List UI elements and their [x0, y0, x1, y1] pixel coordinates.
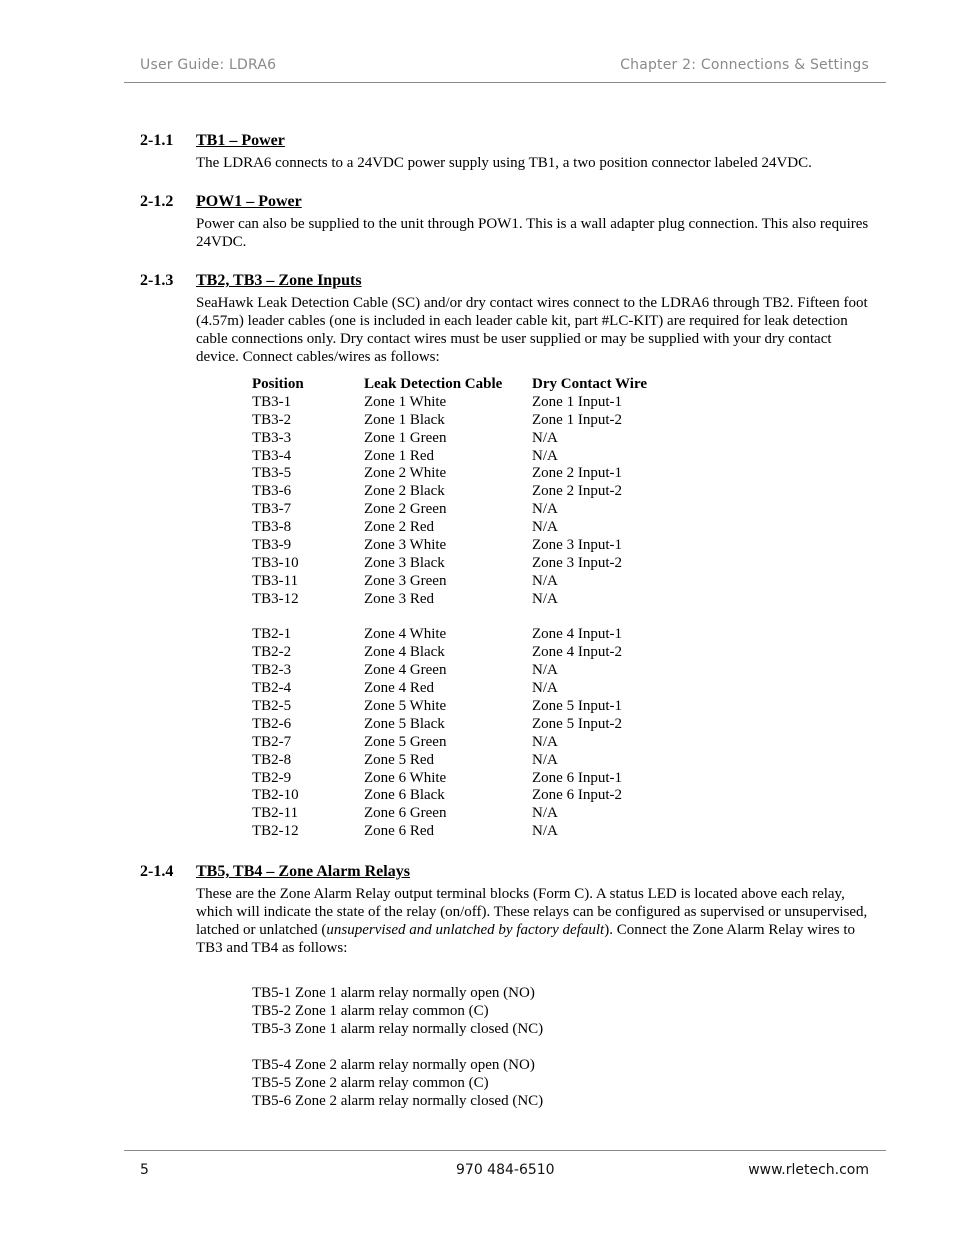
cell-leak-cable: Zone 2 Black	[364, 483, 445, 500]
cell-leak-cable: Zone 1 Black	[364, 411, 445, 428]
body-text-part: These are the Zone Alarm Relay output terminal blocks (Form C). A status LED is located above each relay, which will indicate the state of the relay (on/off). These relays can be configured as supervised or unsupervised, latched or unlatched (	[196, 886, 868, 938]
section-zone-alarm-relays	[140, 862, 880, 957]
cell-position: TB2-12	[252, 823, 299, 840]
cell-position: TB3-7	[252, 501, 292, 518]
cell-leak-cable: Zone 1 White	[364, 393, 447, 410]
cell-dry-contact: N/A	[532, 519, 558, 536]
cell-dry-contact: Zone 1 Input-1	[532, 393, 622, 410]
header-divider	[124, 82, 886, 83]
cell-leak-cable: Zone 2 Green	[364, 501, 447, 518]
tb2-row-group	[252, 626, 692, 841]
factory-default-note: unsupervised and unlatched by factory default	[326, 922, 605, 938]
table-row	[252, 752, 692, 770]
cell-leak-cable: Zone 4 Red	[364, 680, 434, 697]
cell-position: TB2-9	[252, 769, 292, 786]
cell-leak-cable: Zone 6 White	[364, 769, 447, 786]
table-row	[252, 519, 692, 537]
cell-position: TB2-7	[252, 733, 292, 750]
cell-leak-cable: Zone 6 Black	[364, 787, 445, 804]
cell-position: TB3-1	[252, 393, 292, 410]
cell-position: TB2-10	[252, 787, 299, 804]
cell-dry-contact: N/A	[532, 662, 558, 679]
cell-dry-contact: Zone 5 Input-2	[532, 715, 622, 732]
table-row	[252, 483, 692, 501]
cell-dry-contact: N/A	[532, 572, 558, 589]
table-row	[252, 716, 692, 734]
section-number: 2-1.1	[140, 132, 174, 149]
cell-dry-contact: Zone 6 Input-2	[532, 787, 622, 804]
cell-dry-contact: N/A	[532, 751, 558, 768]
cell-position: TB3-4	[252, 447, 292, 464]
cell-leak-cable: Zone 5 White	[364, 698, 447, 715]
relay-item: TB5-1 Zone 1 alarm relay normally open (NO)	[252, 985, 535, 1001]
table-row	[252, 501, 692, 519]
table-row	[252, 662, 692, 680]
section-heading	[140, 271, 880, 291]
cell-position: TB3-11	[252, 572, 299, 589]
table-row	[252, 591, 692, 609]
cell-dry-contact: Zone 4 Input-2	[532, 644, 622, 661]
cell-dry-contact: Zone 3 Input-2	[532, 554, 622, 571]
cell-position: TB3-6	[252, 483, 292, 500]
table-row	[252, 465, 692, 483]
table-row	[252, 680, 692, 698]
cell-dry-contact: N/A	[532, 447, 558, 464]
cell-leak-cable: Zone 4 Green	[364, 662, 447, 679]
cell-position: TB3-10	[252, 554, 299, 571]
cell-leak-cable: Zone 1 Green	[364, 429, 447, 446]
relay-item: TB5-6 Zone 2 alarm relay normally closed (NC)	[252, 1093, 544, 1109]
cell-leak-cable: Zone 4 Black	[364, 644, 445, 661]
table-spacer	[252, 609, 692, 627]
cell-position: TB2-11	[252, 805, 299, 822]
section-heading	[140, 131, 880, 151]
cell-leak-cable: Zone 5 Red	[364, 751, 434, 768]
cell-leak-cable: Zone 3 White	[364, 537, 447, 554]
column-header-position: Position	[252, 376, 304, 392]
cell-leak-cable: Zone 3 Green	[364, 572, 447, 589]
cell-dry-contact: N/A	[532, 733, 558, 750]
cell-leak-cable: Zone 2 Red	[364, 519, 434, 536]
section-number: 2-1.3	[140, 272, 174, 289]
section-zone-inputs	[140, 271, 880, 366]
table-row	[252, 787, 692, 805]
section-heading	[140, 862, 880, 882]
relay-item: TB5-3 Zone 1 alarm relay normally closed (NC)	[252, 1021, 544, 1037]
table-row	[252, 430, 692, 448]
table-row	[252, 823, 692, 841]
table-row	[252, 573, 692, 591]
table-row	[252, 698, 692, 716]
cell-leak-cable: Zone 6 Red	[364, 823, 434, 840]
cell-dry-contact: Zone 2 Input-2	[532, 483, 622, 500]
table-row	[252, 770, 692, 788]
cell-position: TB3-12	[252, 590, 299, 607]
cell-dry-contact: Zone 3 Input-1	[532, 537, 622, 554]
column-header-leak-cable: Leak Detection Cable	[364, 376, 503, 392]
footer-divider	[124, 1150, 886, 1151]
cell-position: TB3-9	[252, 537, 292, 554]
section-title: POW1 – Power	[196, 193, 302, 210]
table-row	[252, 394, 692, 412]
cell-dry-contact: Zone 5 Input-1	[532, 698, 622, 715]
section-body: SeaHawk Leak Detection Cable (SC) and/or dry contact wires connect to the LDRA6 through TB2. Fifteen foot (4.57m) leader cables (one is included in each leader cable kit, part #LC-KIT) are required for leak detection cable connections only. Dry contact wires must be user supplied or may be supplied with your dry contact device. Connect cables/wires as follows:	[196, 295, 868, 365]
cell-position: TB2-1	[252, 626, 292, 643]
table-row	[252, 734, 692, 752]
cell-leak-cable: Zone 1 Red	[364, 447, 434, 464]
cell-position: TB3-2	[252, 411, 292, 428]
cell-position: TB2-5	[252, 698, 292, 715]
section-body	[196, 885, 876, 957]
table-row	[252, 412, 692, 430]
header-guide-title: User Guide: LDRA6	[140, 57, 277, 73]
footer-phone: 970 484-6510	[456, 1162, 555, 1178]
table-row	[252, 448, 692, 466]
column-header-dry-contact: Dry Contact Wire	[532, 376, 647, 392]
section-title: TB1 – Power	[196, 132, 285, 149]
section-number: 2-1.2	[140, 193, 174, 210]
section-title: TB2, TB3 – Zone Inputs	[196, 272, 362, 289]
cell-dry-contact: Zone 4 Input-1	[532, 626, 622, 643]
footer-website: www.rletech.com	[748, 1162, 869, 1178]
cell-leak-cable: Zone 5 Green	[364, 733, 447, 750]
section-tb1-power	[140, 131, 880, 172]
relay-item: TB5-4 Zone 2 alarm relay normally open (NO)	[252, 1057, 535, 1073]
section-heading	[140, 192, 880, 212]
cell-dry-contact: N/A	[532, 805, 558, 822]
cell-dry-contact: N/A	[532, 429, 558, 446]
zone-wiring-table	[252, 376, 692, 841]
cell-leak-cable: Zone 3 Black	[364, 554, 445, 571]
cell-leak-cable: Zone 4 White	[364, 626, 447, 643]
cell-position: TB2-3	[252, 662, 292, 679]
section-body: The LDRA6 connects to a 24VDC power supply using TB1, a two position connector labeled 24VDC.	[196, 155, 812, 171]
page-number: 5	[140, 1162, 149, 1178]
cell-position: TB2-8	[252, 751, 292, 768]
relay-list	[252, 984, 543, 1110]
cell-dry-contact: Zone 6 Input-1	[532, 769, 622, 786]
section-title: TB5, TB4 – Zone Alarm Relays	[196, 863, 410, 880]
cell-dry-contact: Zone 1 Input-2	[532, 411, 622, 428]
cell-dry-contact: N/A	[532, 590, 558, 607]
cell-dry-contact: N/A	[532, 501, 558, 518]
table-row	[252, 537, 692, 555]
table-row	[252, 644, 692, 662]
cell-leak-cable: Zone 5 Black	[364, 715, 445, 732]
cell-position: TB3-5	[252, 465, 292, 482]
body-text-part: ). Connect the Zone Alarm Relay wires to TB3 and TB4 as follows:	[196, 922, 855, 956]
relay-item: TB5-5 Zone 2 alarm relay common (C)	[252, 1075, 489, 1091]
cell-dry-contact: N/A	[532, 680, 558, 697]
table-header-row	[252, 376, 692, 394]
cell-position: TB2-2	[252, 644, 292, 661]
table-row	[252, 555, 692, 573]
cell-leak-cable: Zone 3 Red	[364, 590, 434, 607]
table-row	[252, 626, 692, 644]
cell-dry-contact: N/A	[532, 823, 558, 840]
tb3-row-group	[252, 394, 692, 609]
cell-position: TB3-8	[252, 519, 292, 536]
cell-position: TB2-6	[252, 715, 292, 732]
section-number: 2-1.4	[140, 863, 174, 880]
cell-position: TB2-4	[252, 680, 292, 697]
table-row	[252, 805, 692, 823]
relay-item: TB5-2 Zone 1 alarm relay common (C)	[252, 1003, 489, 1019]
section-body: Power can also be supplied to the unit through POW1. This is a wall adapter plug connection. This also requires 24VDC.	[196, 216, 869, 250]
cell-dry-contact: Zone 2 Input-1	[532, 465, 622, 482]
cell-leak-cable: Zone 2 White	[364, 465, 447, 482]
relay-spacer	[252, 1038, 543, 1056]
cell-position: TB3-3	[252, 429, 292, 446]
cell-leak-cable: Zone 6 Green	[364, 805, 447, 822]
header-chapter-title: Chapter 2: Connections & Settings	[620, 57, 869, 73]
section-pow1-power	[140, 192, 880, 251]
